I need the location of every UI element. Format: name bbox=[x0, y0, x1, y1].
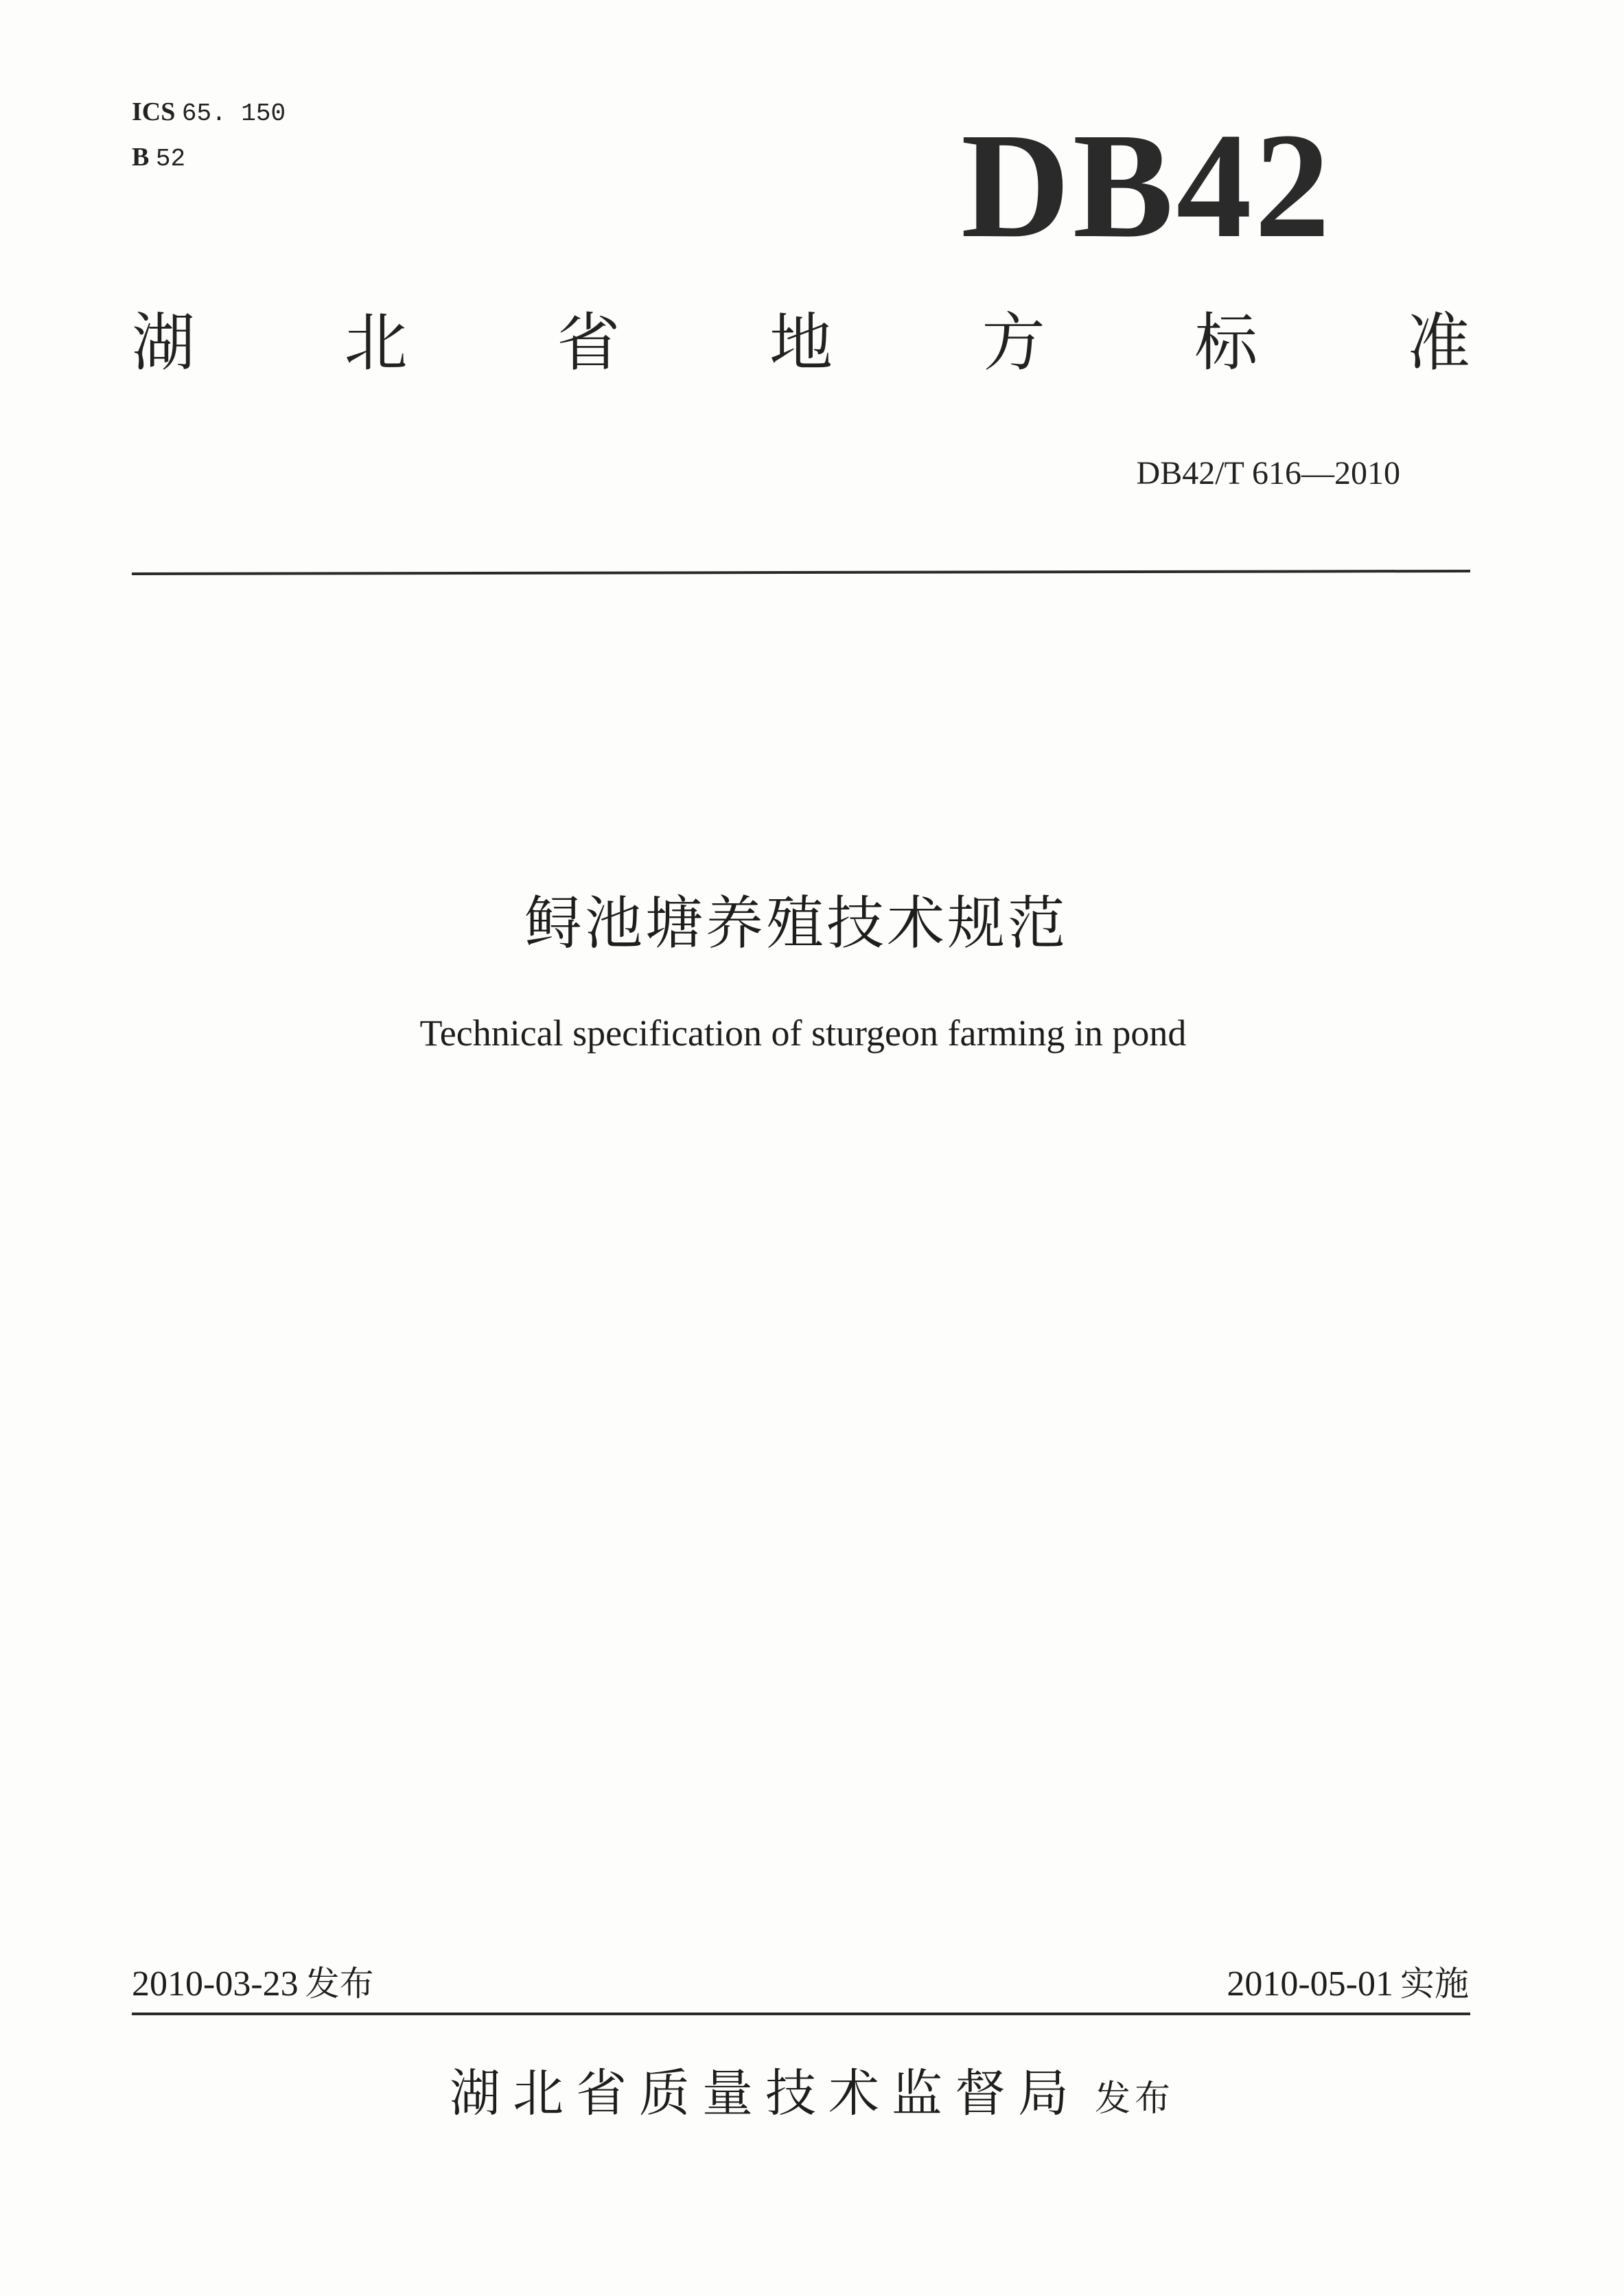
document-title-english: Technical specification of sturgeon farming in pond bbox=[419, 1012, 1187, 1054]
ics-code: 65. 150 bbox=[181, 100, 286, 128]
ics-classification bbox=[132, 96, 286, 130]
ccs-classification bbox=[132, 141, 185, 175]
footer-divider bbox=[132, 2013, 1470, 2015]
ccs-label: B bbox=[132, 143, 150, 172]
standard-type-char: 标 bbox=[1194, 306, 1258, 380]
standard-type-char: 地 bbox=[769, 306, 833, 380]
implementation-date-line bbox=[1194, 1960, 1469, 2008]
standard-type-char: 方 bbox=[982, 306, 1045, 380]
implementation-label: 实施 bbox=[1400, 1964, 1469, 2004]
standard-type-char: 北 bbox=[344, 306, 408, 380]
standard-type-heading bbox=[132, 302, 1470, 384]
document-title-chinese: 鲟池塘养殖技术规范 bbox=[524, 890, 1068, 957]
standard-number: DB42/T 616—2010 bbox=[1136, 455, 1400, 491]
standard-type-char: 省 bbox=[557, 306, 620, 380]
ics-label: ICS bbox=[132, 97, 176, 126]
ccs-code: 52 bbox=[155, 145, 186, 173]
issuing-authority bbox=[0, 2059, 1624, 2133]
standard-code-mark: DB42 bbox=[961, 102, 1333, 269]
standard-type-char: 准 bbox=[1406, 306, 1470, 380]
standard-type-char: 湖 bbox=[132, 306, 196, 380]
issuer-organization: 湖北省质量技术监督局 bbox=[449, 2064, 1081, 2123]
issuer-action: 发布 bbox=[1094, 2078, 1174, 2120]
issue-date: 2010-03-23 bbox=[132, 1964, 299, 2004]
implementation-date: 2010-05-01 bbox=[1227, 1964, 1393, 2004]
issue-date-line bbox=[132, 1960, 374, 2008]
header-divider bbox=[132, 570, 1470, 575]
issue-label: 发布 bbox=[305, 1964, 374, 2004]
